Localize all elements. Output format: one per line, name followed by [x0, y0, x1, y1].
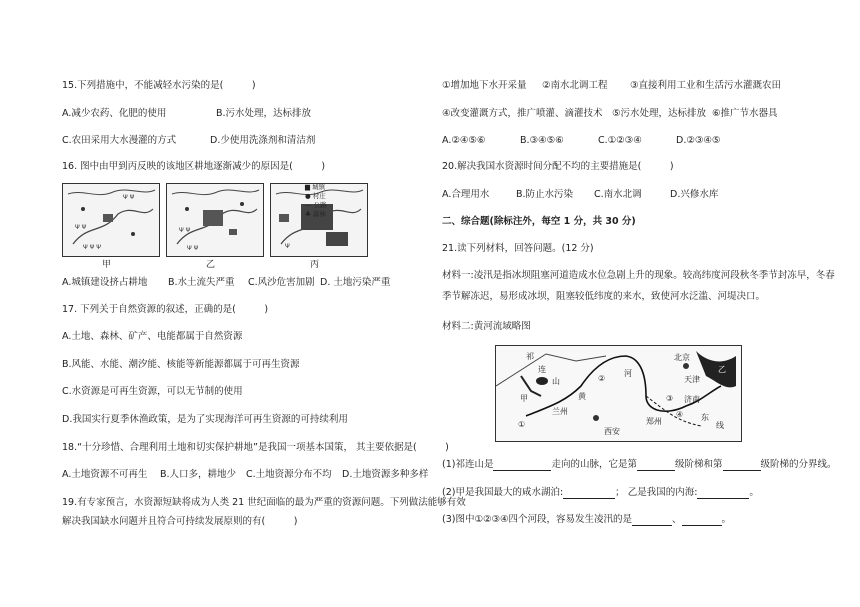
q21-stem: 21.读下列材料，回答问题。(12 分) [442, 243, 594, 254]
label-shan: 山 [552, 377, 560, 386]
panel-label-jia: 甲 [102, 260, 112, 270]
q19-item-4: ④改变灌溉方式，推广喷灌、滴灌技术 [442, 108, 603, 119]
svg-text:Ψ Ψ: Ψ Ψ [187, 245, 199, 252]
q15-option-c[interactable]: C.农田采用大水漫灌的方式 [62, 135, 177, 146]
answer-blank-3[interactable] [723, 461, 761, 471]
q19-item-6: ⑥推广节水器具 [712, 108, 778, 119]
q19-item-5: ⑤污水处理，达标排放 [612, 108, 707, 119]
answer-blank-2[interactable] [637, 461, 675, 471]
label-tianjin: 天津 [684, 375, 700, 384]
q15-option-a[interactable]: A.减少农药、化肥的使用 [62, 108, 167, 119]
label-qi: 祁 [526, 352, 534, 361]
q19-option-b[interactable]: B.③④⑤⑥ [520, 135, 564, 146]
panel-yi [166, 183, 264, 257]
q18-stem: 18.“十分珍惜、合理利用土地和切实保护耕地”是我国一项基本国策， 其主要依据是( ) [62, 442, 449, 453]
q20-option-a[interactable]: A.合理用水 [442, 189, 490, 200]
svg-text:Ψ Ψ: Ψ Ψ [123, 194, 135, 201]
q19-option-c[interactable]: C.①②③④ [598, 135, 642, 146]
svg-text:Ψ Ψ: Ψ Ψ [75, 224, 87, 231]
q18-option-a[interactable]: A.土地资源不可再生 [62, 469, 148, 480]
label-lian: 连 [538, 365, 546, 374]
q15-stem: 15.下列措施中，不能减轻水污染的是( ) [62, 80, 256, 91]
answer-blank-5[interactable] [697, 489, 749, 499]
q21-sub1: (1)祁连山是 走向的山脉，它是第 级阶梯和第 级阶梯的分界线。 [442, 459, 837, 470]
q19-option-d[interactable]: D.②③④⑤ [676, 135, 721, 146]
q20-option-d[interactable]: D.兴修水库 [670, 189, 719, 200]
q19-item-1: ①增加地下水开采量 [442, 80, 527, 91]
svg-text:Ψ: Ψ [285, 243, 290, 250]
q21-material1-line1: 材料一:凌汛是指冰坝阻塞河道造成水位急剧上升的现象。较高纬度河段秋冬季节封冻早，冬春 [442, 270, 835, 281]
answer-blank-7[interactable] [682, 516, 722, 526]
label-xian: 西安 [604, 427, 620, 436]
q20-stem: 20.解决我国水资源时间分配不均的主要措施是( ) [442, 161, 674, 172]
q19-stem-line1: 19.有专家预言，水资源短缺将成为人类 21 世纪面临的最为严重的资源问题。下列做法能够有效 [62, 497, 466, 508]
label-lanzhou: 兰州 [552, 407, 568, 416]
q16-stem: 16. 图中由甲到丙反映的该地区耕地逐渐减少的原因是( ) [62, 161, 326, 172]
svg-text:Ψ Ψ: Ψ Ψ [179, 227, 191, 234]
q15-option-b[interactable]: B.污水处理，达标排放 [216, 108, 312, 119]
label-n1: ① [518, 420, 526, 429]
label-he: 河 [624, 369, 632, 378]
label-n3: ③ [666, 394, 674, 403]
answer-blank-4[interactable] [563, 489, 615, 499]
q18-option-c[interactable]: C.土地资源分布不均 [246, 469, 332, 480]
q17-stem: 17. 下列关于自然资源的叙述，正确的是( ) [62, 304, 269, 315]
label-beijing: 北京 [674, 353, 690, 362]
q19-item-3: ③直接利用工业和生活污水灌溉农田 [630, 80, 782, 91]
legend-item-village: ● 村庄 [305, 192, 326, 200]
q17-option-c[interactable]: C.水资源是可再生资源，可以无节制的使用 [62, 386, 243, 397]
q20-option-c[interactable]: C.南水北调 [594, 189, 642, 200]
q20-option-b[interactable]: B.防止水污染 [516, 189, 574, 200]
label-xian2: 线 [716, 421, 724, 430]
q18-option-d[interactable]: D.土地资源多种多样 [342, 469, 429, 480]
q16-option-b[interactable]: B.水土流失严重 [168, 277, 235, 288]
q16-option-a[interactable]: A.城镇建设挤占耕地 [62, 277, 148, 288]
q19-stem-line2: 解决我国缺水问题并且符合可持续发展原则的有( ) [62, 516, 298, 527]
q15-option-d[interactable]: D.少使用洗涤剂和清洁剂 [210, 135, 316, 146]
label-n2: ② [598, 374, 606, 383]
legend-item-forest: ♣ 森林 [305, 210, 326, 218]
q21-sub3: (3)图中①②③④四个河段，容易发生凌汛的是 、 。 [442, 514, 732, 525]
answer-blank-1[interactable] [493, 461, 551, 471]
yellow-river-map [495, 345, 742, 442]
label-jinan: 济南 [684, 395, 700, 404]
q18-option-b[interactable]: B.人口多，耕地少 [160, 469, 237, 480]
figure-legend [305, 183, 357, 239]
label-n4: ④ [676, 410, 684, 419]
q21-material2: 材料二:黄河流域略图 [442, 321, 531, 332]
label-huang: 黄 [578, 392, 586, 401]
svg-text:Ψ Ψ Ψ: Ψ Ψ Ψ [83, 244, 101, 251]
label-dong: 东 [701, 413, 709, 422]
panel-label-yi: 乙 [206, 260, 216, 270]
answer-blank-6[interactable] [632, 516, 672, 526]
label-jia: 甲 [520, 394, 528, 403]
q17-option-b[interactable]: B.风能、水能、潮汐能、核能等新能源都属于可再生资源 [62, 359, 300, 370]
label-zhengzhou: 郑州 [646, 417, 662, 426]
q21-sub2: (2)甲是我国最大的咸水湖泊: ； 乙是我国的内海: 。 [442, 487, 759, 498]
legend-item-town: ▆ 城镇 [305, 183, 326, 191]
q19-item-2: ②南水北调工程 [542, 80, 608, 91]
panel-label-bing: 丙 [310, 260, 320, 270]
label-yi: 乙 [718, 365, 726, 374]
q21-material1-line2: 季节解冻迟，易形成冰坝，阻塞较低纬度的来水，致使河水泛滥、河堤决口。 [442, 291, 766, 302]
q16-option-d[interactable]: D. 土地污染严重 [320, 277, 391, 288]
q16-option-c[interactable]: C.风沙危害加剧 [248, 277, 315, 288]
q17-option-a[interactable]: A.土地、森林、矿产、电能都属于自然资源 [62, 331, 243, 342]
q19-option-a[interactable]: A.②④⑤⑥ [442, 135, 486, 146]
section-2-heading: 二、综合题(除标注外，每空 1 分，共 30 分) [442, 216, 636, 227]
legend-item-road: — 公路 [305, 201, 327, 209]
panel-jia [62, 183, 160, 257]
q17-option-d[interactable]: D.我国实行夏季休渔政策，是为了实现海洋可再生资源的可持续利用 [62, 414, 348, 425]
